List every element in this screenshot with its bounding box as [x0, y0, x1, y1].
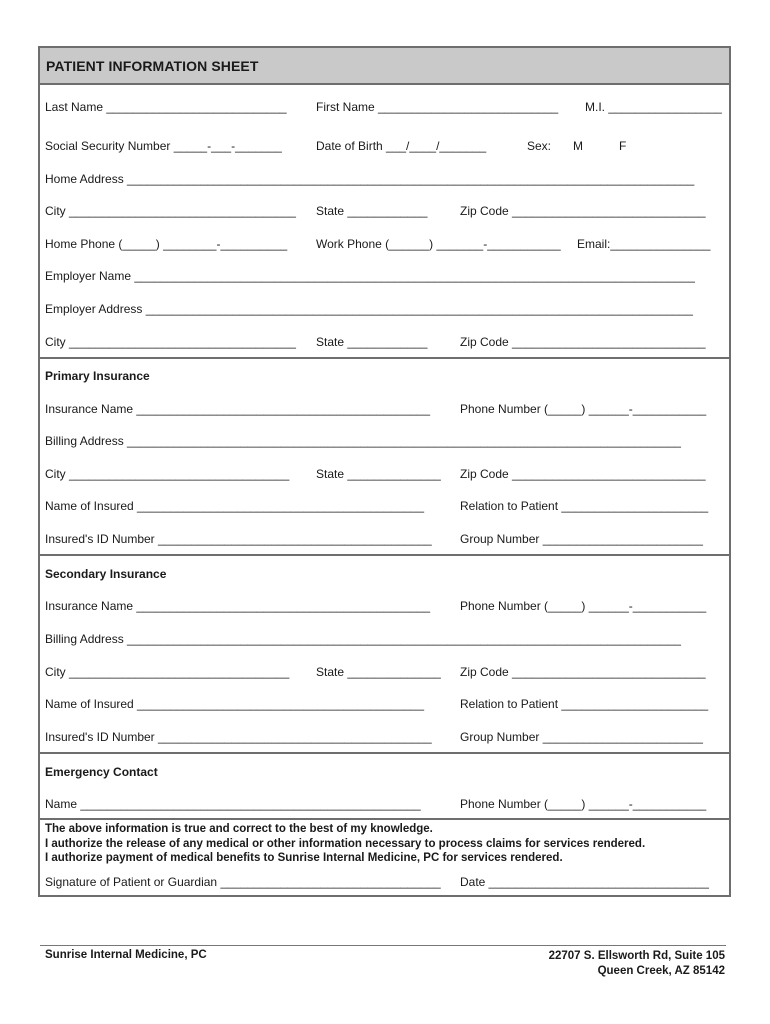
work-phone-field[interactable]: Work Phone (______) _______-___________ [316, 237, 561, 251]
secondary-zip-field[interactable]: Zip Code _____________________________ [460, 665, 706, 679]
ssn-field[interactable]: Social Security Number _____-___-_______ [45, 139, 282, 153]
primary-city-field[interactable]: City _________________________________ [45, 467, 290, 481]
email-field[interactable]: Email:_______________ [577, 237, 711, 251]
state-field[interactable]: State ____________ [316, 204, 428, 218]
sex-m-option[interactable]: M [573, 139, 583, 153]
secondary-insurance-name-field[interactable]: Insurance Name ____________________________________________ [45, 599, 431, 613]
home-phone-field[interactable]: Home Phone (_____) ________-__________ [45, 237, 288, 251]
emergency-phone-field[interactable]: Phone Number (_____) ______-___________ [460, 797, 707, 811]
primary-state-field[interactable]: State ______________ [316, 467, 441, 481]
date-field[interactable]: Date _________________________________ [460, 875, 709, 889]
zip-field[interactable]: Zip Code _____________________________ [460, 204, 706, 218]
primary-phone-field[interactable]: Phone Number (_____) ______-___________ [460, 402, 707, 416]
patient-information-form [38, 46, 731, 897]
middle-initial-field[interactable]: M.I. _________________ [585, 100, 722, 114]
section-divider [40, 357, 729, 359]
signature-field[interactable]: Signature of Patient or Guardian _________________________________ [45, 875, 441, 889]
primary-billing-address-field[interactable]: Billing Address ___________________________________________________________________________________ [45, 434, 681, 448]
authorization-line: I authorize the release of any medical or other information necessary to process claims for services rendered. [45, 837, 646, 850]
secondary-insured-id-field[interactable]: Insured's ID Number _________________________________________ [45, 730, 432, 744]
secondary-name-of-insured-field[interactable]: Name of Insured ___________________________________________ [45, 697, 425, 711]
sex-label: Sex: [527, 139, 552, 153]
secondary-phone-field[interactable]: Phone Number (_____) ______-___________ [460, 599, 707, 613]
secondary-group-number-field[interactable]: Group Number ________________________ [460, 730, 703, 744]
form-title: PATIENT INFORMATION SHEET [40, 48, 729, 85]
employer-address-field[interactable]: Employer Address __________________________________________________________________________________ [45, 302, 693, 316]
secondary-relation-field[interactable]: Relation to Patient ______________________ [460, 697, 709, 711]
footer-address [549, 949, 725, 979]
section-divider [40, 818, 729, 820]
authorization-statement [45, 822, 645, 866]
secondary-insurance-heading: Secondary Insurance [45, 567, 167, 581]
section-divider [40, 554, 729, 556]
footer-practice-name: Sunrise Internal Medicine, PC [45, 949, 207, 961]
authorization-line: I authorize payment of medical benefits to Sunrise Internal Medicine, PC for services rendered. [45, 852, 563, 864]
employer-city-field[interactable]: City __________________________________ [45, 335, 296, 349]
footer-address-line: 22707 S. Ellsworth Rd, Suite 105 [548, 950, 725, 962]
city-field[interactable]: City __________________________________ [45, 204, 296, 218]
secondary-state-field[interactable]: State ______________ [316, 665, 441, 679]
secondary-city-field[interactable]: City _________________________________ [45, 665, 290, 679]
primary-group-number-field[interactable]: Group Number ________________________ [460, 532, 703, 546]
primary-zip-field[interactable]: Zip Code _____________________________ [460, 467, 706, 481]
primary-relation-field[interactable]: Relation to Patient ______________________ [460, 499, 709, 513]
primary-insurance-name-field[interactable]: Insurance Name ____________________________________________ [45, 402, 431, 416]
primary-name-of-insured-field[interactable]: Name of Insured ___________________________________________ [45, 499, 425, 513]
emergency-name-field[interactable]: Name ___________________________________________________ [45, 797, 421, 811]
authorization-line: The above information is true and correct to the best of my knowledge. [45, 823, 433, 835]
primary-insured-id-field[interactable]: Insured's ID Number _________________________________________ [45, 532, 432, 546]
sex-f-option[interactable]: F [619, 139, 627, 153]
emergency-contact-heading: Emergency Contact [45, 765, 158, 779]
dob-field[interactable]: Date of Birth ___/____/_______ [316, 139, 487, 153]
employer-name-field[interactable]: Employer Name ____________________________________________________________________________________ [45, 269, 695, 283]
footer-address-line: Queen Creek, AZ 85142 [597, 965, 725, 977]
home-address-field[interactable]: Home Address _____________________________________________________________________________________ [45, 172, 695, 186]
employer-zip-field[interactable]: Zip Code _____________________________ [460, 335, 706, 349]
footer-divider [40, 945, 726, 946]
section-divider [40, 752, 729, 754]
secondary-billing-address-field[interactable]: Billing Address ___________________________________________________________________________________ [45, 632, 681, 646]
employer-state-field[interactable]: State ____________ [316, 335, 428, 349]
first-name-field[interactable]: First Name ___________________________ [316, 100, 559, 114]
primary-insurance-heading: Primary Insurance [45, 369, 150, 383]
last-name-field[interactable]: Last Name ___________________________ [45, 100, 287, 114]
